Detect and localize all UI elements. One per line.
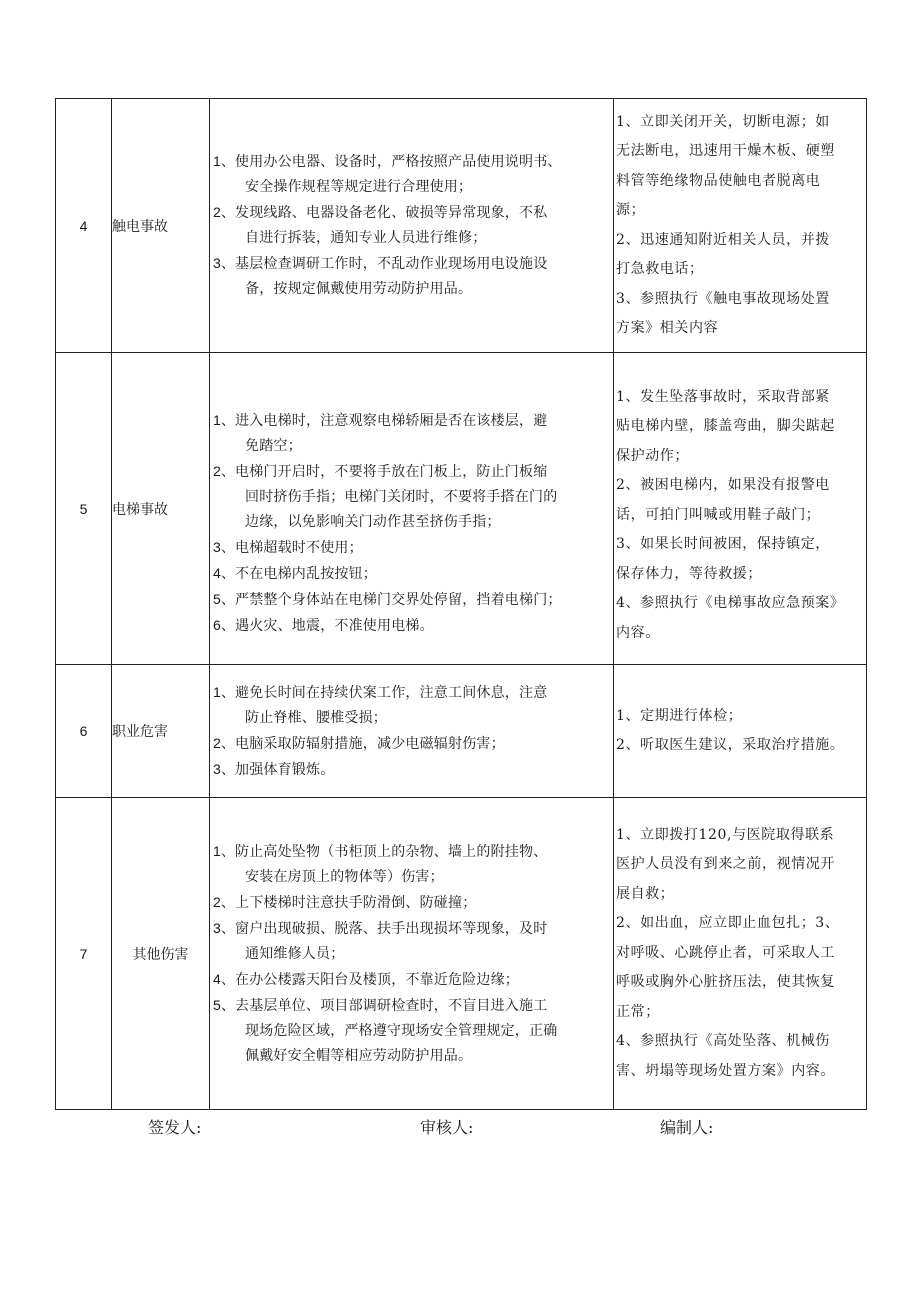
- signature-footer: [0, 1115, 920, 1139]
- list-item: 2、电脑采取防辐射措施，减少电磁辐射伤害；: [213, 734, 505, 752]
- response-line: 1、立即拨打120,与医院取得联系: [616, 826, 835, 843]
- response-line: 4、参照执行《电梯事故应急预案》: [616, 595, 845, 612]
- list-item: 2、上下楼梯时注意扶手防滑倒、防碰撞；: [213, 893, 477, 911]
- response-line: 源；: [616, 202, 646, 218]
- response-line: 害、坍塌等现场处置方案》内容。: [616, 1062, 835, 1079]
- response-line: 保护动作；: [616, 447, 689, 464]
- list-item: 3、电梯超载时不使用；: [213, 539, 363, 556]
- list-item: 3、加强体育锻炼。: [213, 760, 335, 778]
- list-item: 4、在办公楼露天阳台及楼顶，不靠近危险边缘；: [213, 970, 519, 988]
- response-line: 料管等绝缘物品使触电者脱离电: [616, 172, 821, 189]
- list-item: 2、发现线路、电器设备老化、破损等异常现象，不私 自进行拆装，通知专业人员进行维修；: [213, 204, 548, 246]
- response-line: 打急救电话；: [616, 261, 704, 277]
- reviewer-label: 审核人:: [420, 1118, 474, 1137]
- prevention-measures: [210, 99, 614, 353]
- accident-type: 电梯事故: [112, 353, 210, 665]
- response-line: 1、定期进行体检；: [616, 707, 743, 724]
- safety-table: [55, 98, 867, 1110]
- emergency-response: [614, 665, 867, 798]
- accident-type: 职业危害: [112, 665, 210, 798]
- accident-type: 其他伤害: [112, 798, 210, 1110]
- response-line: 4、参照执行《高处坠落、机械伤: [616, 1033, 830, 1050]
- response-line: 对呼吸、心跳停止者，可采取人工: [616, 944, 835, 961]
- compiler-label: 编制人:: [660, 1118, 714, 1137]
- response-line: 2、如出血，应立即止血包扎；3、: [616, 915, 840, 932]
- list-item: 2、电梯门开启时，不要将手放在门板上，防止门板缩 回时挤伤手指；电梯门关闭时，不要将手搭在门的 边缘，以免影响关门动作甚至挤伤手指；: [213, 463, 558, 530]
- table-row: [56, 99, 867, 353]
- prevention-measures: [210, 798, 614, 1110]
- response-line: 3、参照执行《触电事故现场处置: [616, 290, 830, 307]
- response-line: 话，可拍门叫喊或用鞋子敲门；: [616, 506, 821, 523]
- row-number: 6: [56, 665, 112, 798]
- list-item: 3、基层检查调研工作时，不乱动作业现场用电设施设 备，按规定佩戴使用劳动防护用品。: [213, 255, 548, 297]
- response-line: 2、被困电梯内，如果没有报警电: [616, 477, 830, 494]
- table-row: [56, 665, 867, 798]
- list-item: 1、进入电梯时，注意观察电梯轿厢是否在该楼层，避 免踏空；: [213, 412, 548, 454]
- list-item: 6、遇火灾、地震，不准使用电梯。: [213, 617, 434, 634]
- list-item: 1、防止高处坠物（书柜顶上的杂物、墙上的附挂物、 安装在房顶上的物体等）伤害；: [213, 842, 548, 885]
- emergency-response: [614, 353, 867, 665]
- table-row: [56, 353, 867, 665]
- prevention-measures: [210, 665, 614, 798]
- response-line: 无法断电，迅速用干燥木板、硬塑: [616, 143, 835, 159]
- issuer-label: 签发人:: [148, 1118, 202, 1137]
- row-number: 5: [56, 353, 112, 665]
- list-item: 1、避免长时间在持续伏案工作，注意工间休息，注意 防止脊椎、腰椎受损；: [213, 683, 548, 726]
- response-line: 医护人员没有到来之前，视情况开: [616, 856, 835, 873]
- accident-type: 触电事故: [112, 99, 210, 353]
- list-item: 4、不在电梯内乱按按钮；: [213, 565, 377, 582]
- prevention-measures: [210, 353, 614, 665]
- response-line: 保存体力，等待救援；: [616, 565, 762, 582]
- response-line: 贴电梯内壁，膝盖弯曲，脚尖踮起: [616, 418, 835, 435]
- response-line: 3、如果长时间被困，保持镇定，: [616, 536, 830, 553]
- row-number: 4: [56, 99, 112, 353]
- emergency-response: [614, 798, 867, 1110]
- list-item: 1、使用办公电器、设备时，严格按照产品使用说明书、 安全操作规程等规定进行合理使用；: [213, 153, 562, 195]
- response-line: 1、发生坠落事故时，采取背部紧: [616, 388, 830, 405]
- row-number: 7: [56, 798, 112, 1110]
- emergency-response: [614, 99, 867, 353]
- list-item: 5、去基层单位、项目部调研检查时，不盲目进入施工 现场危险区域，严格遵守现场安全管理规定，正确 佩戴好安全帽等相应劳动防护用品。: [213, 996, 558, 1064]
- list-item: 5、严禁整个身体站在电梯门交界处停留，挡着电梯门；: [213, 591, 562, 608]
- response-line: 方案》相关内容: [616, 320, 719, 336]
- response-line: 2、迅速通知附近相关人员，并拨: [616, 231, 830, 248]
- table-row: [56, 798, 867, 1110]
- response-line: 呼吸或胸外心脏挤压法，使其恢复: [616, 974, 835, 991]
- response-line: 内容。: [616, 624, 660, 641]
- response-line: 正常；: [616, 1003, 660, 1020]
- response-line: 1、立即关闭开关，切断电源；如: [616, 113, 830, 130]
- response-line: 展自救；: [616, 885, 675, 902]
- list-item: 3、窗户出现破损、脱落、扶手出现损坏等现象，及时 通知维修人员；: [213, 919, 548, 962]
- response-line: 2、听取医生建议，采取治疗措施。: [616, 737, 845, 753]
